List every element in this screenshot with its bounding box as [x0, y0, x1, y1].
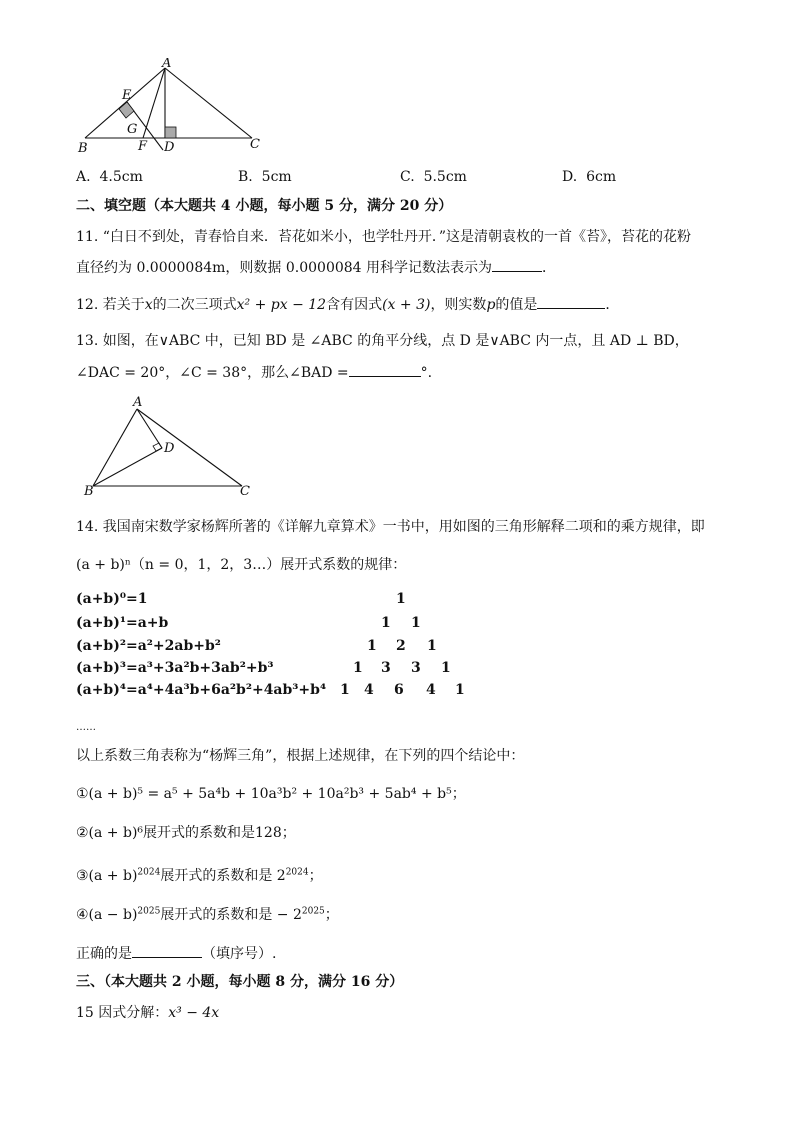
statement-1: ①(a + b)⁵ = a⁵ + 5a⁴b + 10a³b² + 10a²b³ + 5ab⁴ + b⁵；	[76, 786, 466, 802]
q12-answer-blank[interactable]	[537, 294, 605, 309]
option-c: C. 5.5cm	[400, 169, 467, 185]
q13-line2: ∠DAC = 20°，∠C = 38°，那么∠BAD = °.	[76, 362, 432, 383]
coef-3-2: 3	[411, 660, 421, 676]
label-a: A	[162, 58, 172, 71]
option-d: D. 6cm	[562, 169, 617, 185]
coef-0-0: 1	[396, 591, 406, 607]
coef-3-0: 1	[353, 660, 363, 676]
q14-line2: (a + b)ⁿ（n = 0，1，2，3…）展开式系数的规律：	[76, 557, 407, 573]
label-b: B	[78, 141, 88, 156]
coef-2-2: 1	[427, 638, 437, 654]
coef-2-1: 2	[396, 638, 406, 654]
yanghui-row-2: (a+b)²=a²+2ab+b²	[76, 638, 221, 654]
figure-triangle-abc-efgd	[70, 58, 270, 158]
label-g: G	[127, 122, 138, 137]
label-a: A	[133, 395, 143, 410]
option-a: A. 4.5cm	[76, 169, 143, 185]
label-c: C	[250, 137, 260, 152]
yanghui-row-1: (a+b)¹=a+b	[76, 615, 169, 631]
coef-4-2: 6	[394, 682, 404, 698]
yanghui-row-4: (a+b)⁴=a⁴+4a³b+6a²b²+4ab³+b⁴	[76, 682, 327, 698]
q12: 12. 若关于x的二次三项式x² + px − 12含有因式(x + 3)，则实数p的值是 ．	[76, 294, 619, 315]
label-d: D	[164, 441, 175, 456]
right-angle-d	[153, 443, 162, 451]
statement-3: ③(a + b)$^{2024}$展开式的系数和是 $2^{2024}$；	[76, 867, 323, 884]
label-e: E	[122, 88, 132, 103]
yanghui-row-0: (a+b)⁰=1	[76, 591, 148, 607]
q14-answer-blank[interactable]	[132, 943, 202, 958]
coef-4-1: 4	[364, 682, 374, 698]
figure-triangle-abd	[80, 394, 260, 498]
section2-title: 二、填空题（本大题共 4 小题，每小题 5 分，满分 20 分）	[76, 198, 453, 214]
q14-answer: 正确的是 （填序号）.	[76, 943, 276, 964]
coef-1-0: 1	[381, 615, 391, 631]
q13-answer-blank[interactable]	[349, 362, 421, 377]
coef-3-1: 3	[381, 660, 391, 676]
q11-line1: 11. “白日不到处，青春恰自来．苔花如米小，也学牡丹开．”这是清朝袁枚的一首《苔》，苔花的花粉	[76, 229, 692, 245]
line-ba	[85, 68, 165, 138]
line-ac	[137, 409, 242, 486]
statement-2: ②(a + b)⁶展开式的系数和是128；	[76, 825, 296, 841]
label-c: C	[240, 484, 250, 498]
label-f: F	[138, 139, 148, 154]
coef-4-3: 4	[426, 682, 436, 698]
label-b: B	[84, 484, 94, 498]
section3-title: 三、（本大题共 2 小题，每小题 8 分，满分 16 分）	[76, 974, 404, 990]
right-angle-d	[165, 127, 176, 138]
coef-4-4: 1	[455, 682, 465, 698]
statement-4: ④(a − b)$^{2025}$展开式的系数和是 − $2^{2025}$；	[76, 906, 339, 923]
coef-3-3: 1	[441, 660, 451, 676]
coef-4-0: 1	[340, 682, 350, 698]
coef-2-0: 1	[367, 638, 377, 654]
line-ac	[165, 68, 252, 138]
q11-line2: 直径约为 0.0000084m，则数据 0.0000084 用科学记数法表示为 ．	[76, 257, 556, 278]
q11-answer-blank[interactable]	[492, 257, 542, 272]
q13-line1: 13. 如图，在∨ABC 中，已知 BD 是 ∠ABC 的角平分线，点 D 是∨ABC 内一点，且 AD ⊥ BD，	[76, 333, 689, 349]
q14-intro: 以上系数三角表称为“杨辉三角”，根据上述规律，在下列的四个结论中：	[76, 748, 525, 764]
ellipsis: ……	[76, 722, 96, 733]
line-ad	[137, 409, 162, 448]
q15: 15 因式分解：x³ − 4x	[76, 1005, 220, 1021]
label-d: D	[164, 140, 175, 155]
q14-line1: 14. 我国南宋数学家杨辉所著的《详解九章算术》一书中，用如图的三角形解释二项和的乘方规律，即	[76, 519, 705, 535]
coef-1-1: 1	[411, 615, 421, 631]
right-angle-e	[119, 102, 134, 118]
yanghui-row-3: (a+b)³=a³+3a²b+3ab²+b³	[76, 660, 274, 676]
option-b: B. 5cm	[238, 169, 292, 185]
